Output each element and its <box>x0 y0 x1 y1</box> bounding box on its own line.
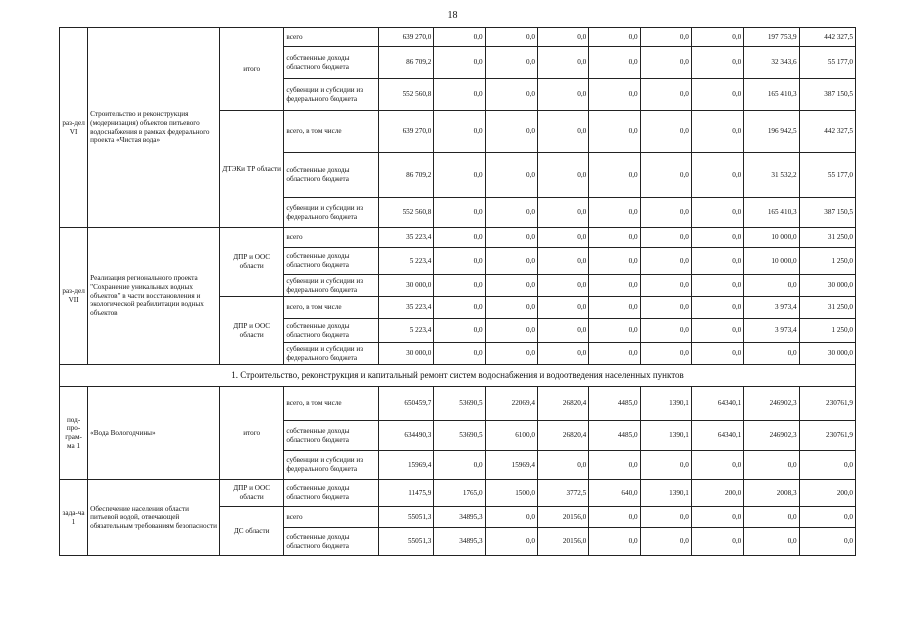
value-cell: 200,0 <box>799 480 855 507</box>
value-cell: 55 177,0 <box>799 47 855 79</box>
value-cell: 552 560,8 <box>378 79 433 111</box>
value-cell: 0,0 <box>640 153 691 198</box>
value-cell: 86 709,2 <box>378 47 433 79</box>
responsible-party: ДПР и ООС области <box>219 228 283 297</box>
section-title-row <box>60 365 856 387</box>
responsible-party: ДПР и ООС области <box>219 480 283 507</box>
value-cell: 165 410,3 <box>744 79 799 111</box>
table-row <box>60 480 856 507</box>
value-cell: 0,0 <box>434 153 485 198</box>
value-cell: 26820,4 <box>537 421 588 451</box>
value-cell: 0,0 <box>434 451 485 480</box>
value-cell: 230761,9 <box>799 387 855 421</box>
value-cell: 35 223,4 <box>378 228 433 248</box>
value-cell: 387 150,5 <box>799 198 855 228</box>
value-cell: 0,0 <box>691 153 743 198</box>
value-cell: 1 250,0 <box>799 319 855 343</box>
value-cell: 0,0 <box>537 28 588 47</box>
value-cell: 0,0 <box>799 507 855 528</box>
section-title: 1. Строительство, реконструкция и капитальный ремонт систем водоснабжения и водоотведения населенных пунктов <box>60 365 856 387</box>
value-cell: 0,0 <box>744 275 799 297</box>
value-cell: 442 327,5 <box>799 28 855 47</box>
value-cell: 0,0 <box>691 228 743 248</box>
value-cell: 34895,3 <box>434 528 485 556</box>
responsible-party: ДТЭКи ТР области <box>219 111 283 228</box>
value-cell: 2008,3 <box>744 480 799 507</box>
value-cell: 55 177,0 <box>799 153 855 198</box>
value-cell: 0,0 <box>691 297 743 319</box>
value-cell: 0,0 <box>744 451 799 480</box>
value-cell: 0,0 <box>744 343 799 365</box>
value-cell: 53690,5 <box>434 387 485 421</box>
value-cell: 0,0 <box>640 528 691 556</box>
value-cell: 11475,9 <box>378 480 433 507</box>
value-cell: 0,0 <box>691 528 743 556</box>
value-cell: 387 150,5 <box>799 79 855 111</box>
row-description: всего <box>284 228 379 248</box>
section-name: «Вода Вологодчины» <box>88 387 220 480</box>
value-cell: 0,0 <box>434 28 485 47</box>
value-cell: 0,0 <box>434 297 485 319</box>
row-description: всего, в том числе <box>284 387 379 421</box>
value-cell: 0,0 <box>434 343 485 365</box>
value-cell: 0,0 <box>537 228 588 248</box>
value-cell: 0,0 <box>589 528 640 556</box>
value-cell: 64340,1 <box>691 387 743 421</box>
value-cell: 0,0 <box>537 343 588 365</box>
value-cell: 31 250,0 <box>799 297 855 319</box>
value-cell: 0,0 <box>537 198 588 228</box>
value-cell: 0,0 <box>485 228 537 248</box>
value-cell: 0,0 <box>589 451 640 480</box>
value-cell: 0,0 <box>485 297 537 319</box>
responsible-party: ДПР и ООС области <box>219 297 283 365</box>
value-cell: 0,0 <box>537 47 588 79</box>
value-cell: 4485,0 <box>589 421 640 451</box>
value-cell: 0,0 <box>485 111 537 153</box>
value-cell: 0,0 <box>691 198 743 228</box>
value-cell: 0,0 <box>640 319 691 343</box>
value-cell: 0,0 <box>640 343 691 365</box>
value-cell: 230761,9 <box>799 421 855 451</box>
row-description: всего <box>284 28 379 47</box>
value-cell: 31 250,0 <box>799 228 855 248</box>
value-cell: 0,0 <box>640 507 691 528</box>
value-cell: 0,0 <box>691 319 743 343</box>
responsible-party: ДС области <box>219 507 283 556</box>
value-cell: 197 753,9 <box>744 28 799 47</box>
value-cell: 30 000,0 <box>799 275 855 297</box>
value-cell: 0,0 <box>640 79 691 111</box>
value-cell: 55051,3 <box>378 528 433 556</box>
row-description: субвенции и субсидии из федерального бюджета <box>284 275 379 297</box>
page-number: 18 <box>447 10 458 21</box>
value-cell: 0,0 <box>640 111 691 153</box>
row-description: субвенции и субсидии из федерального бюджета <box>284 79 379 111</box>
row-description: собственные доходы областного бюджета <box>284 153 379 198</box>
value-cell: 0,0 <box>537 111 588 153</box>
value-cell: 6100,0 <box>485 421 537 451</box>
value-cell: 5 223,4 <box>378 319 433 343</box>
table-row <box>60 28 856 47</box>
value-cell: 1390,1 <box>640 387 691 421</box>
value-cell: 0,0 <box>691 275 743 297</box>
value-cell: 0,0 <box>589 28 640 47</box>
value-cell: 0,0 <box>640 198 691 228</box>
value-cell: 0,0 <box>589 248 640 275</box>
value-cell: 0,0 <box>485 153 537 198</box>
value-cell: 0,0 <box>434 47 485 79</box>
value-cell: 0,0 <box>485 198 537 228</box>
responsible-party: итого <box>219 387 283 480</box>
value-cell: 30 000,0 <box>378 275 433 297</box>
budget-table <box>59 27 856 556</box>
row-description: собственные доходы областного бюджета <box>284 421 379 451</box>
row-description: субвенции и субсидии из федерального бюджета <box>284 451 379 480</box>
value-cell: 0,0 <box>691 47 743 79</box>
value-cell: 442 327,5 <box>799 111 855 153</box>
value-cell: 53690,5 <box>434 421 485 451</box>
section-name: Реализация регионального проекта "Сохранение уникальных водных объектов" в части восстановления и экологической реабилитации водных объектов <box>88 228 220 365</box>
value-cell: 640,0 <box>589 480 640 507</box>
value-cell: 0,0 <box>537 451 588 480</box>
value-cell: 0,0 <box>744 507 799 528</box>
value-cell: 0,0 <box>589 297 640 319</box>
table-row <box>60 387 856 421</box>
value-cell: 0,0 <box>640 275 691 297</box>
value-cell: 0,0 <box>640 297 691 319</box>
section-label: зада-ча 1 <box>60 480 88 556</box>
value-cell: 10 000,0 <box>744 248 799 275</box>
value-cell: 0,0 <box>485 248 537 275</box>
row-description: собственные доходы областного бюджета <box>284 319 379 343</box>
value-cell: 5 223,4 <box>378 248 433 275</box>
value-cell: 0,0 <box>485 47 537 79</box>
value-cell: 0,0 <box>589 79 640 111</box>
value-cell: 15969,4 <box>485 451 537 480</box>
value-cell: 3772,5 <box>537 480 588 507</box>
value-cell: 0,0 <box>640 248 691 275</box>
value-cell: 0,0 <box>589 47 640 79</box>
value-cell: 3 973,4 <box>744 297 799 319</box>
row-description: собственные доходы областного бюджета <box>284 480 379 507</box>
row-description: субвенции и субсидии из федерального бюджета <box>284 343 379 365</box>
value-cell: 4485,0 <box>589 387 640 421</box>
value-cell: 0,0 <box>485 319 537 343</box>
row-description: собственные доходы областного бюджета <box>284 47 379 79</box>
value-cell: 35 223,4 <box>378 297 433 319</box>
value-cell: 0,0 <box>640 47 691 79</box>
value-cell: 0,0 <box>537 319 588 343</box>
value-cell: 0,0 <box>434 275 485 297</box>
value-cell: 246902,3 <box>744 387 799 421</box>
value-cell: 552 560,8 <box>378 198 433 228</box>
value-cell: 0,0 <box>744 528 799 556</box>
value-cell: 34895,3 <box>434 507 485 528</box>
value-cell: 246902,3 <box>744 421 799 451</box>
value-cell: 0,0 <box>485 343 537 365</box>
responsible-party: итого <box>219 28 283 111</box>
section-label: раз-дел VII <box>60 228 88 365</box>
value-cell: 55051,3 <box>378 507 433 528</box>
value-cell: 0,0 <box>485 275 537 297</box>
value-cell: 0,0 <box>537 297 588 319</box>
value-cell: 0,0 <box>434 79 485 111</box>
value-cell: 1390,1 <box>640 421 691 451</box>
value-cell: 0,0 <box>589 153 640 198</box>
value-cell: 200,0 <box>691 480 743 507</box>
row-description: всего, в том числе <box>284 297 379 319</box>
value-cell: 0,0 <box>640 228 691 248</box>
value-cell: 3 973,4 <box>744 319 799 343</box>
value-cell: 10 000,0 <box>744 228 799 248</box>
value-cell: 26820,4 <box>537 387 588 421</box>
value-cell: 0,0 <box>589 507 640 528</box>
value-cell: 0,0 <box>691 111 743 153</box>
value-cell: 0,0 <box>691 451 743 480</box>
value-cell: 30 000,0 <box>378 343 433 365</box>
value-cell: 30 000,0 <box>799 343 855 365</box>
value-cell: 634490,3 <box>378 421 433 451</box>
value-cell: 0,0 <box>691 343 743 365</box>
value-cell: 196 942,5 <box>744 111 799 153</box>
value-cell: 32 343,6 <box>744 47 799 79</box>
value-cell: 0,0 <box>434 248 485 275</box>
value-cell: 0,0 <box>589 111 640 153</box>
value-cell: 0,0 <box>485 507 537 528</box>
row-description: собственные доходы областного бюджета <box>284 248 379 275</box>
value-cell: 0,0 <box>589 228 640 248</box>
value-cell: 0,0 <box>691 79 743 111</box>
value-cell: 0,0 <box>589 198 640 228</box>
value-cell: 0,0 <box>485 528 537 556</box>
value-cell: 1 250,0 <box>799 248 855 275</box>
value-cell: 86 709,2 <box>378 153 433 198</box>
section-name: Строительство и реконструкция (модернизация) объектов питьевого водоснабжения в рамках федерального проекта «Чистая вода» <box>88 28 220 228</box>
value-cell: 20156,0 <box>537 507 588 528</box>
value-cell: 0,0 <box>485 79 537 111</box>
value-cell: 0,0 <box>691 28 743 47</box>
table-row <box>60 228 856 248</box>
value-cell: 15969,4 <box>378 451 433 480</box>
value-cell: 0,0 <box>537 248 588 275</box>
row-description: собственные доходы областного бюджета <box>284 528 379 556</box>
value-cell: 1500,0 <box>485 480 537 507</box>
value-cell: 0,0 <box>537 153 588 198</box>
value-cell: 1765,0 <box>434 480 485 507</box>
value-cell: 0,0 <box>434 111 485 153</box>
value-cell: 0,0 <box>434 228 485 248</box>
value-cell: 0,0 <box>799 451 855 480</box>
value-cell: 0,0 <box>434 198 485 228</box>
value-cell: 165 410,3 <box>744 198 799 228</box>
value-cell: 0,0 <box>434 319 485 343</box>
row-description: всего, в том числе <box>284 111 379 153</box>
value-cell: 0,0 <box>691 507 743 528</box>
value-cell: 22069,4 <box>485 387 537 421</box>
value-cell: 0,0 <box>537 275 588 297</box>
section-name: Обеспечение населения области питьевой водой, отвечающей обязательным требованиям безопасности <box>88 480 220 556</box>
value-cell: 639 270,0 <box>378 111 433 153</box>
value-cell: 0,0 <box>589 275 640 297</box>
value-cell: 0,0 <box>589 343 640 365</box>
value-cell: 639 270,0 <box>378 28 433 47</box>
value-cell: 0,0 <box>640 28 691 47</box>
value-cell: 31 532,2 <box>744 153 799 198</box>
section-label: под-про-грам-ма 1 <box>60 387 88 480</box>
section-label: раз-дел VI <box>60 28 88 228</box>
value-cell: 0,0 <box>799 528 855 556</box>
value-cell: 0,0 <box>691 248 743 275</box>
value-cell: 0,0 <box>640 451 691 480</box>
value-cell: 0,0 <box>485 28 537 47</box>
row-description: субвенции и субсидии из федерального бюджета <box>284 198 379 228</box>
value-cell: 0,0 <box>589 319 640 343</box>
row-description: всего <box>284 507 379 528</box>
value-cell: 20156,0 <box>537 528 588 556</box>
value-cell: 650459,7 <box>378 387 433 421</box>
value-cell: 1390,1 <box>640 480 691 507</box>
value-cell: 0,0 <box>537 79 588 111</box>
value-cell: 64340,1 <box>691 421 743 451</box>
